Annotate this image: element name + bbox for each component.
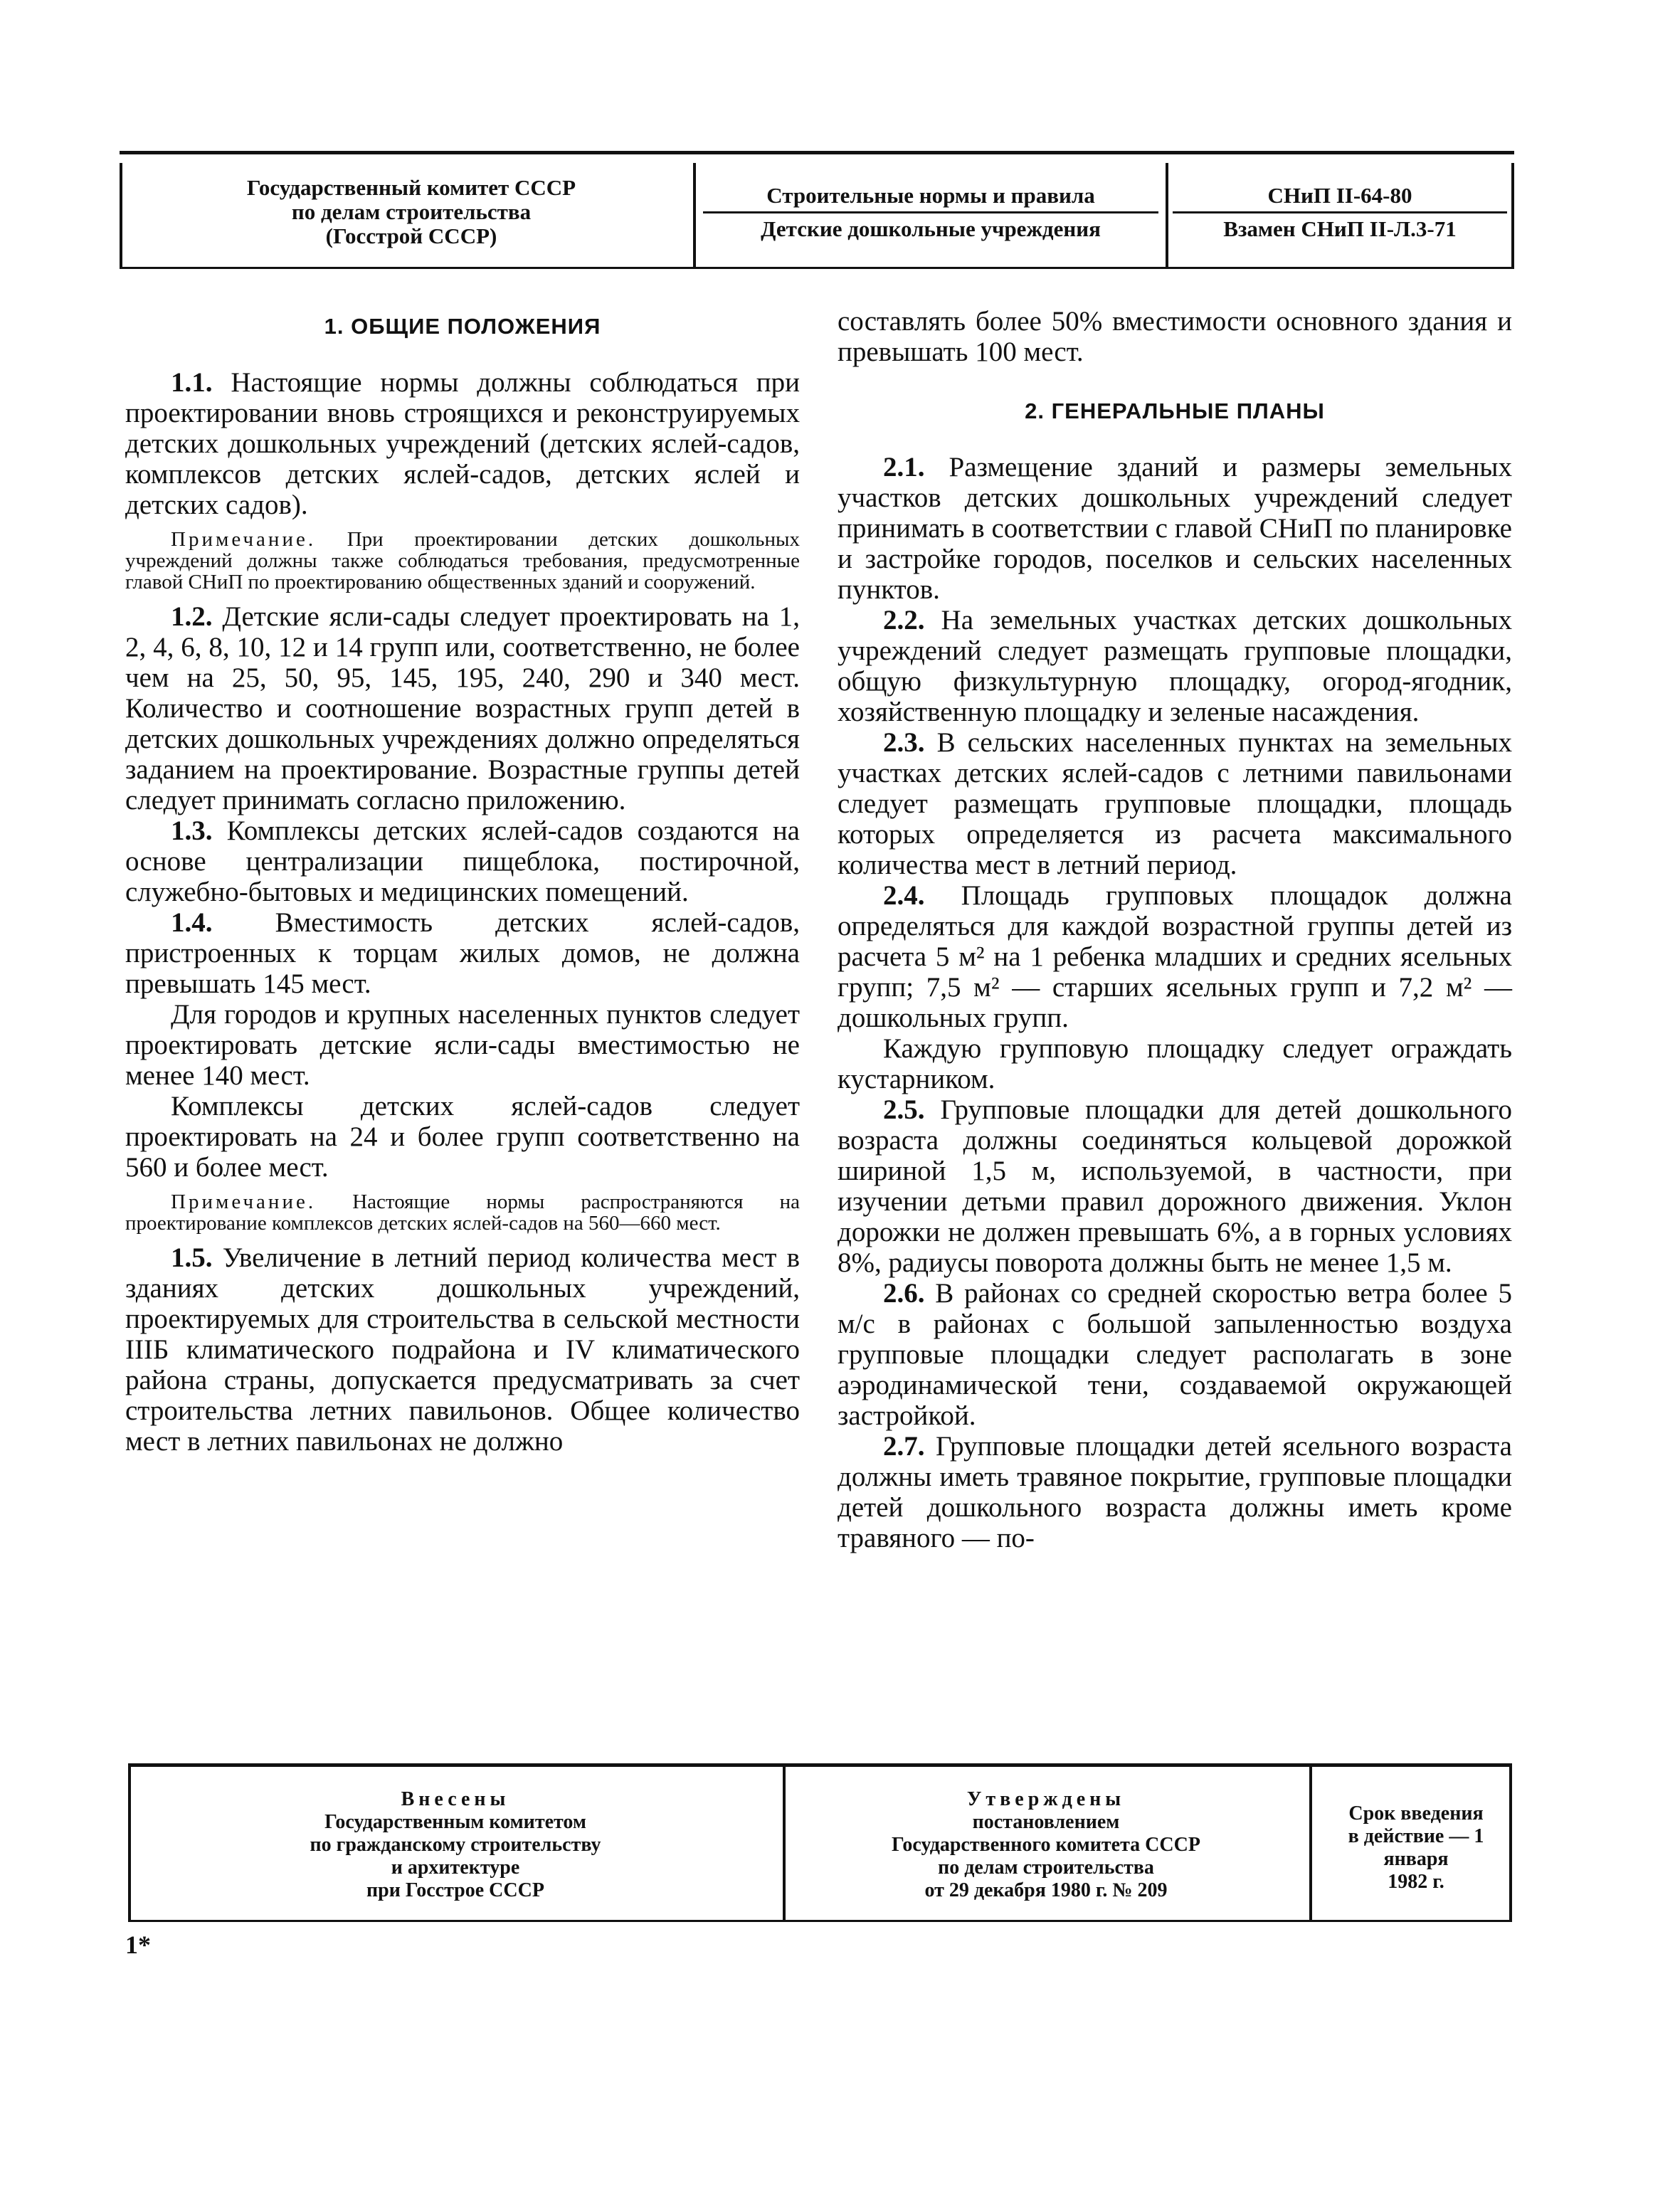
paragraph-2-7: 2.7. Групповые площадки детей ясельного возраста должны иметь травяное покрытие, групповые площадки детей дошкольного возраста должны иметь кроме травяного — по-	[838, 1431, 1512, 1553]
right-column	[838, 306, 1512, 1553]
document-title: Детские дошкольные учреждения	[761, 216, 1101, 241]
footer-divider	[1509, 1767, 1512, 1920]
footer-divider	[1309, 1767, 1312, 1920]
document-code-block	[1173, 183, 1507, 242]
issuing-organization: Государственный комитет СССР по делам строительства (Госстрой СССР)	[246, 175, 576, 248]
paragraph-1-4c: Комплексы детских яслей-садов следует проектировать на 24 и более групп соответственно на 560 и более мест.	[125, 1091, 800, 1183]
paragraph-2-5: 2.5. Групповые площадки для детей дошкольного возраста должны соединяться кольцевой дорожкой шириной 1,5 м, используемой, в частности, при изучении детьми правил дорожного движения. Уклон дорожки не должен превышать 6%, а в горных условиях 8%, радиусы поворота должны быть не менее 1,5 м.	[838, 1094, 1512, 1278]
paragraph-1-4: 1.4. Вместимость детских яслей-садов, пристроенных к торцам жилых домов, не должна превышать 145 мест.	[125, 907, 800, 999]
section-heading: 1. ОБЩИЕ ПОЛОЖЕНИЯ	[324, 314, 601, 339]
header-divider	[693, 163, 696, 267]
introduced-by: Внесены Государственным комитетом по гражданскому строительству и архитектуре при Госстрое СССР	[310, 1788, 601, 1901]
footer-box	[128, 1763, 1512, 1922]
paragraph-2-4b: Каждую групповую площадку следует ограждать кустарником.	[838, 1033, 1512, 1094]
paragraph-1-1: 1.1. Настоящие нормы должны соблюдаться при проектировании вновь строящихся и реконструируемых детских дошкольных учреждений (детских яслей-садов, комплексов детских яслей-садов, детских яслей и детских садов).	[125, 367, 800, 520]
replaces-code: Взамен СНиП II-Л.3-71	[1223, 216, 1457, 241]
header-box	[120, 151, 1514, 269]
paragraph-2-1: 2.1. Размещение зданий и размеры земельных участков детских дошкольных учреждений следует принимать в соответствии с главой СНиП по планировке и застройке городов, поселков и сельских населенных пунктов.	[838, 452, 1512, 605]
paragraph-2-6: 2.6. В районах со средней скоростью ветра более 5 м/с в районах с большой запыленностью воздуха групповые площадки следует располагать в зоне аэродинамической тени, создаваемой окружающей застройкой.	[838, 1278, 1513, 1431]
paragraph-1-2: 1.2. Детские ясли-сады следует проектировать на 1, 2, 4, 6, 8, 10, 12 и 14 групп или, соответственно, не более чем на 25, 50, 95, 145, 195, 240, 290 и 340 мест. Количество и соотношение возрастных групп детей в детских дошкольных учреждениях должно определяться заданием на проектирование. Возрастные группы детей следует принимать согласно приложению.	[125, 601, 800, 815]
paragraph-2-2: 2.2. На земельных участках детских дошкольных учреждений следует размещать групповые площадки, общую физкультурную площадку, огород-ягодник, хозяйственную площадку и зеленые насаждения.	[838, 605, 1513, 727]
footer-divider	[783, 1767, 786, 1920]
approved-by: Утверждены постановлением Государственного комитета СССР по делам строительства от 29 декабря 1980 г. № 209	[892, 1788, 1200, 1901]
left-column	[125, 302, 800, 1457]
header-divider	[1511, 163, 1514, 267]
paragraph-1-5-continued: составлять более 50% вместимости основного здания и превышать 100 мест.	[838, 306, 1512, 367]
document-title-block	[703, 183, 1158, 242]
footer-divider	[128, 1767, 131, 1920]
note-1: Примечание. При проектировании детских дошкольных учреждений должны также соблюдаться требования, предусмотренные главой СНиП по проектированию общественных зданий и сооружений.	[125, 528, 800, 593]
document-code: СНиП II-64-80	[1173, 183, 1507, 213]
paragraph-1-5: 1.5. Увеличение в летний период количества мест в зданиях детских дошкольных учреждений, проектируемых для строительства в сельской местности IIIБ климатического подрайона и IV климатического района страны, допускается предусматривать за счет строительства летних павильонов. Общее количество мест в летних павильонах не должно	[125, 1242, 801, 1457]
section-heading: 2. ГЕНЕРАЛЬНЫЕ ПЛАНЫ	[1025, 398, 1325, 423]
page-number: 1*	[125, 1931, 151, 1959]
header-divider	[1166, 163, 1168, 267]
document-type: Строительные нормы и правила	[703, 183, 1158, 213]
paragraph-2-3: 2.3. В сельских населенных пунктах на земельных участках детских яслей-садов с летними павильонами следует размещать групповые площадки, площадь которых определяется из расчета максимального количества мест в летний период.	[838, 727, 1513, 880]
paragraph-1-3: 1.3. Комплексы детских яслей-садов создаются на основе централизации пищеблока, постирочной, служебно-бытовых и медицинских помещений.	[125, 815, 800, 907]
paragraph-1-4b: Для городов и крупных населенных пунктов следует проектировать детские ясли-сады вместимостью не менее 140 мест.	[125, 999, 800, 1091]
paragraph-2-4: 2.4. Площадь групповых площадок должна определяться для каждой возрастной группы детей из расчета 5 м² на 1 ребенка младших и средних ясельных групп; 7,5 м² — старших ясельных групп и 7,2 м² — дошкольных групп.	[838, 880, 1512, 1033]
note-2: Примечание. Настоящие нормы распространяются на проектирование комплексов детских яслей-садов на 560—660 мест.	[125, 1190, 800, 1235]
header-divider	[120, 163, 122, 267]
effective-date: Срок введения в действие — 1 января 1982 г.	[1348, 1802, 1484, 1893]
